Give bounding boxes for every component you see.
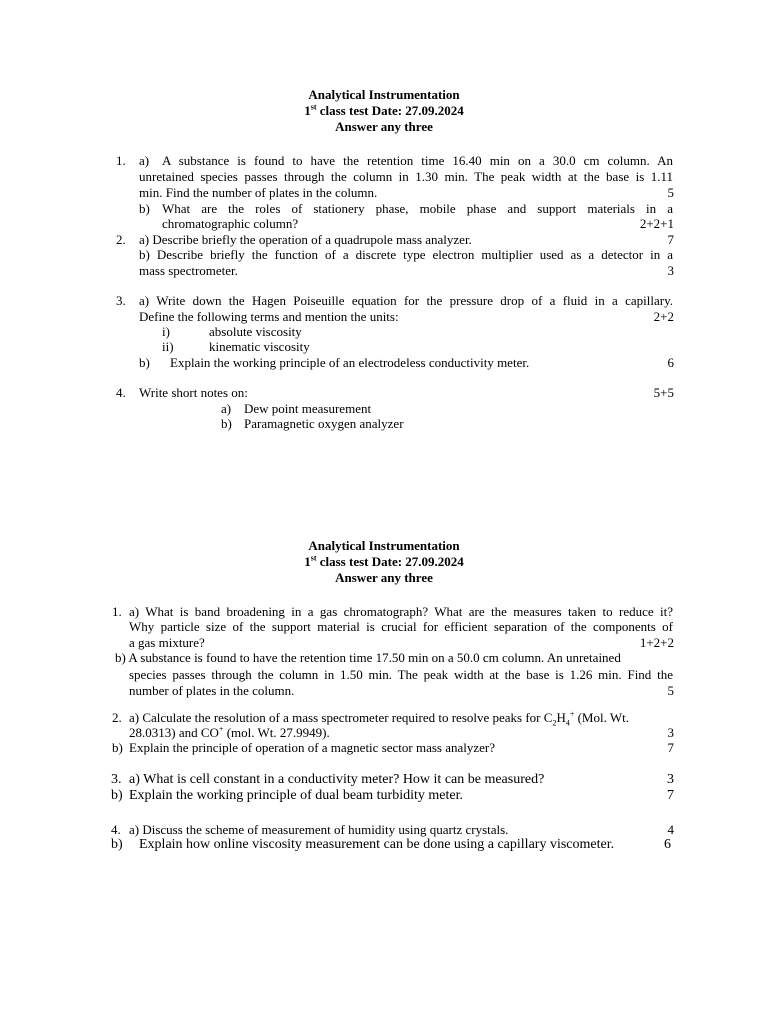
marks: 3	[667, 725, 674, 740]
sub-part-text: absolute viscosity	[209, 324, 302, 339]
part-label: b)	[139, 201, 150, 216]
marks: 4	[667, 822, 674, 837]
marks: 3	[667, 772, 674, 787]
question-text-line: min. Find the number of plates in the column.	[139, 185, 378, 200]
question-text-line: chromatographic column?	[162, 216, 299, 231]
marks: 7	[667, 740, 674, 755]
question-number: 4.	[116, 385, 126, 400]
marks: 1+2+2	[639, 635, 674, 650]
marks: 3	[667, 263, 674, 278]
marks: 6	[664, 837, 671, 852]
sub-part-label: i)	[162, 324, 170, 339]
question-text-line: Explain the working principle of an electrodeless conductivity meter.	[170, 355, 530, 370]
question-text-line: a) What is cell constant in a conductivity meter? How it can be measured?	[129, 772, 545, 787]
question-text-line: Why particle size of the support material is crucial for efficient separation of the components of	[129, 619, 673, 634]
question-text-line: Explain the working principle of dual beam turbidity meter.	[129, 788, 463, 803]
question-text-line: Explain the principle of operation of a magnetic sector mass analyzer?	[129, 740, 496, 755]
question-text-line: Explain how online viscosity measurement can be done using a capillary viscometer.	[139, 837, 615, 852]
question-text-line: b) A substance is found to have the retention time 17.50 min on a 50.0 cm column. An unretained	[115, 650, 621, 665]
marks: 2+2	[653, 309, 674, 324]
marks: 5+5	[653, 385, 674, 400]
question-text-line: a gas mixture?	[129, 635, 205, 650]
paper-title: Analytical Instrumentation	[308, 87, 460, 102]
instruction-line: Answer any three	[335, 570, 433, 585]
paper-header	[0, 538, 768, 586]
marks: 7	[667, 232, 674, 247]
question-text-line: b) Describe briefly the function of a discrete type electron multiplier used as a detector in a	[139, 247, 673, 262]
marks: 7	[667, 788, 674, 803]
question-number: 3.	[111, 772, 122, 787]
part-label: b)	[139, 355, 150, 370]
marks: 6	[667, 355, 674, 370]
question-number: 2.	[112, 710, 122, 725]
part-label: b)	[112, 740, 123, 755]
question-text-line: What are the roles of stationery phase, mobile phase and support materials in a	[162, 201, 673, 216]
sub-part-label: a)	[221, 401, 232, 416]
question-text-line: mass spectrometer.	[139, 263, 238, 278]
question-number: 1.	[116, 153, 126, 168]
question-text-line: Define the following terms and mention the units:	[139, 309, 399, 324]
question-text-line: species passes through the column in 1.50 min. The peak width at the base is 1.26 min. Find the	[129, 667, 673, 682]
paper-header	[0, 87, 768, 135]
marks: 5	[667, 683, 674, 698]
part-label: b)	[111, 788, 123, 803]
marks: 2+2+1	[639, 216, 674, 231]
question-number: 4.	[111, 822, 121, 837]
test-date-line: 1st class test Date: 27.09.2024	[304, 102, 464, 118]
sub-part-label: b)	[221, 416, 232, 431]
question-text-line: unretained species passes through the column in 1.30 min. The peak width at the base is 1.11	[139, 169, 673, 184]
question-text-line: a) Discuss the scheme of measurement of humidity using quartz crystals.	[129, 822, 509, 837]
sub-part-text: Dew point measurement	[244, 401, 372, 416]
question-text-line: A substance is found to have the retention time 16.40 min on a 30.0 cm column. An	[162, 153, 673, 168]
sub-part-label: ii)	[162, 339, 174, 354]
question-text-line: a) Write down the Hagen Poiseuille equation for the pressure drop of a fluid in a capillary.	[139, 293, 673, 308]
sub-part-text: Paramagnetic oxygen analyzer	[244, 416, 404, 431]
part-label: b)	[111, 837, 123, 852]
question-text-line: a) Describe briefly the operation of a quadrupole mass analyzer.	[139, 232, 472, 247]
question-number: 3.	[116, 293, 126, 308]
sub-part-text: kinematic viscosity	[209, 339, 310, 354]
question-number: 1.	[112, 604, 122, 619]
instruction-line: Answer any three	[335, 119, 433, 134]
question-text-line: a) What is band broadening in a gas chromatograph? What are the measures taken to reduce it?	[129, 604, 673, 619]
question-text-line: number of plates in the column.	[129, 683, 295, 698]
question-text-line: Write short notes on:	[139, 385, 248, 400]
paper-title: Analytical Instrumentation	[308, 538, 460, 553]
part-label: a)	[139, 153, 150, 168]
question-text-line: 28.0313) and CO+ (mol. Wt. 27.9949).	[129, 724, 330, 740]
test-date-line: 1st class test Date: 27.09.2024	[304, 553, 464, 569]
marks: 5	[667, 185, 674, 200]
question-number: 2.	[116, 232, 126, 247]
question-text-line: a) Calculate the resolution of a mass spectrometer required to resolve peaks for $C_2H_4^+$ (Mol. Wt.	[129, 709, 629, 728]
